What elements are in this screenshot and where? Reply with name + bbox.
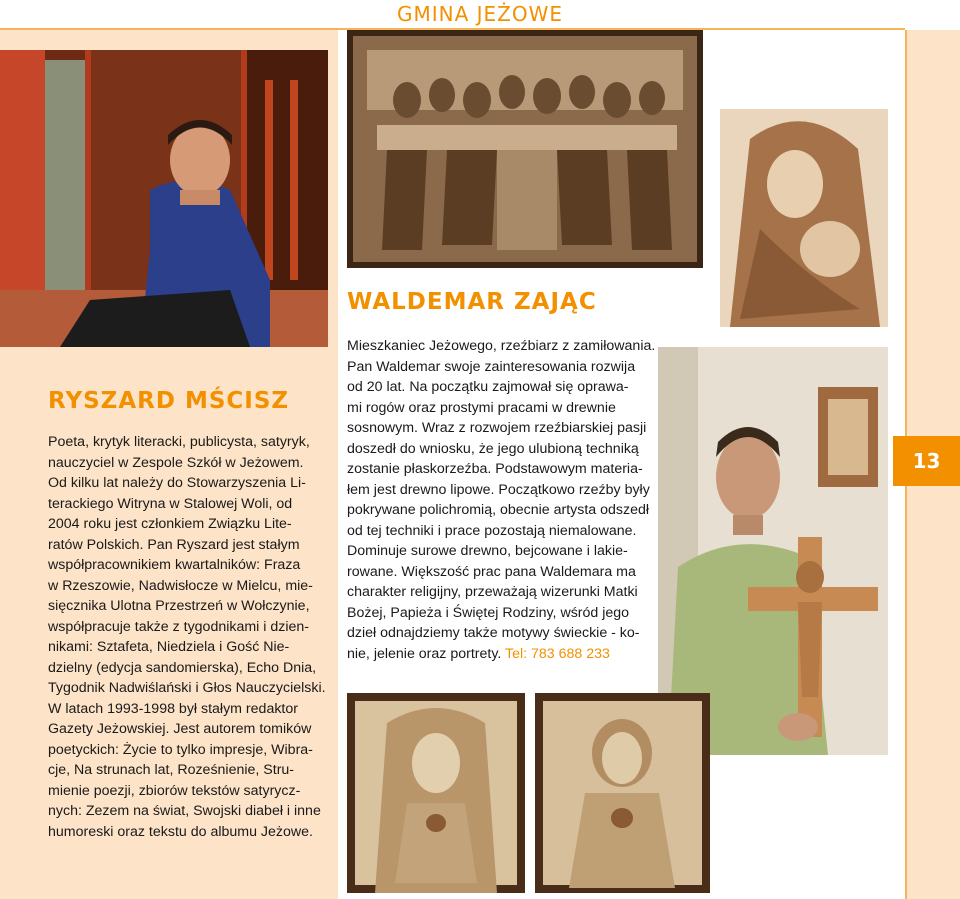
text-line: pokrywane polichromią, obecnie artysta odszedł — [347, 502, 650, 518]
text-line: W latach 1993-1998 był stałym redaktor — [48, 700, 298, 717]
text-line: sosnowym. Wraz z rozwojem rzeźbiarskiej pasji — [347, 420, 647, 436]
carving-last-supper-photo — [347, 30, 703, 268]
text-line: cje, Na strunach lat, Roześnienie, Stru- — [48, 762, 295, 778]
text-line: w Rzeszowie, Nadwisłocze w Mielcu, mie- — [48, 577, 313, 594]
text-line: doszedł do wniosku, że jego ulubioną techniką — [347, 440, 639, 457]
text-line: ratów Polskich. Pan Ryszard jest stałym — [48, 536, 300, 553]
text-line-last — [347, 644, 647, 665]
section-title: GMINA JEŻOWE — [396, 2, 564, 26]
text-line: charakter religijny, przeważają wizerunki Matki — [347, 584, 638, 600]
text-line: dzielny (edycja sandomierska), Echo Dnia, — [48, 659, 317, 676]
text-line: rowane. Większość prac pana Waldemara ma — [347, 563, 636, 580]
text-line: nych: Zezem na świat, Swojski diabeł i inne — [48, 803, 321, 819]
article-heading-ryszard: RYSZARD MŚCISZ — [48, 388, 290, 414]
text-line: poetyckich: Życie to tylko impresje, Wibra- — [48, 741, 313, 758]
page-number-tab — [893, 436, 960, 486]
text-line: mienie poezji, zbiorów tekstów satyrycz- — [48, 782, 301, 799]
text-line: terackiego Witryna w Stalowej Woli, od — [48, 495, 293, 512]
text-line: Mieszkaniec Jeżowego, rzeźbiarz z zamiłowania. — [347, 338, 656, 354]
text-line: współpracuje także z tygodnikami i dzien- — [48, 618, 310, 635]
text-line: współpracownikiem kwartalników: Fraza — [48, 557, 301, 573]
text-line: Pan Waldemar swoje zainteresowania rozwija — [347, 358, 636, 375]
phone-number: Tel: 783 688 233 — [505, 645, 610, 662]
last-line-text: nie, jelenie oraz portrety. — [347, 645, 505, 662]
text-line: sięcznika Ulotna Przestrzeń w Wołczynie, — [48, 598, 310, 614]
article-body-ryszard — [48, 432, 326, 842]
carving-mary-photo — [347, 693, 525, 893]
text-line: Bożej, Papieża i Świętej Rodziny, wśród jego — [347, 604, 630, 621]
text-line: nauczyciel w Zespole Szkół w Jeżowem. — [48, 454, 304, 471]
text-line: od 20 lat. Na początku zajmował się oprawa- — [347, 379, 629, 395]
carving-madonna-photo — [720, 109, 888, 327]
text-line: łem jest drewno lipowe. Początkowo rzeźby były — [347, 481, 650, 498]
article-heading-waldemar: WALDEMAR ZAJĄC — [347, 289, 597, 315]
text-line: mi rogów oraz prostymi pracami w drewnie — [347, 399, 616, 416]
text-line: Poeta, krytyk literacki, publicysta, satyryk, — [48, 434, 310, 450]
page-number: 13 — [912, 449, 941, 473]
text-line: zostanie płaskorzeźba. Podstawowym materia- — [347, 461, 643, 477]
text-line: dzieł odnajdziemy także motywy świeckie - ko- — [347, 625, 640, 641]
text-line: Dominuje surowe drewno, bejcowane i lakie- — [347, 543, 628, 559]
text-line: od tej techniki i prace pozostają niemalowane. — [347, 522, 637, 539]
page-header — [0, 0, 960, 30]
text-line: humoreski oraz tekstu do albumu Jeżowe. — [48, 823, 313, 840]
text-line: 2004 roku jest członkiem Związku Lite- — [48, 516, 292, 532]
article-body-waldemar — [347, 336, 656, 664]
text-line: Tygodnik Nadwiślański i Głos Nauczycielski. — [48, 680, 326, 696]
text-line: Gazety Jeżowskiej. Jest autorem tomików — [48, 721, 312, 737]
text-line: nikami: Sztafeta, Niedziela i Gość Nie- — [48, 639, 290, 655]
portrait-photo-ryszard — [0, 50, 328, 347]
carving-jesus-photo — [535, 693, 710, 893]
text-line: Od kilku lat należy do Stowarzyszenia Li- — [48, 475, 306, 491]
